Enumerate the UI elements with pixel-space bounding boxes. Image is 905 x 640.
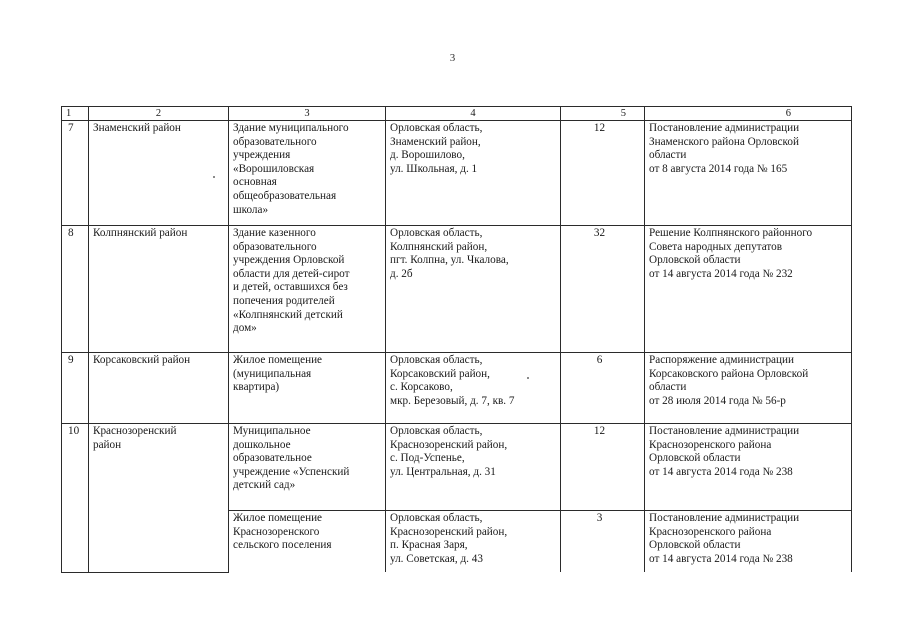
page-number: 3 xyxy=(449,52,456,64)
scan-speck xyxy=(527,377,529,379)
row-number: 10 xyxy=(62,424,89,573)
column-header: 2 xyxy=(89,107,229,121)
row-number: 7 xyxy=(62,121,89,226)
district-cell: Краснозоренский район xyxy=(89,424,229,573)
table-header-row xyxy=(62,107,852,121)
row-number: 9 xyxy=(62,353,89,424)
column-header: 5 xyxy=(561,107,645,121)
address-cell: Орловская область, Знаменский район, д. Ворошилово, ул. Школьная, д. 1 xyxy=(386,121,561,226)
object-cell: Муниципальное дошкольное образовательное учреждение «Успенский детский сад» xyxy=(229,424,386,511)
count-cell: 6 xyxy=(561,353,645,424)
column-header: 1 xyxy=(62,107,89,121)
document-cell: Распоряжение администрации Корсаковского района Орловской области от 28 июля 2014 года № 56-р xyxy=(645,353,852,424)
table-row xyxy=(62,121,852,226)
address-cell: Орловская область, Краснозоренский район, п. Красная Заря, ул. Советская, д. 43 xyxy=(386,511,561,573)
table-row xyxy=(62,353,852,424)
document-cell: Постановление администрации Краснозоренского района Орловской области от 14 августа 2014 года № 238 xyxy=(645,424,852,511)
district-cell: Знаменский район xyxy=(89,121,229,226)
property-transfer-table xyxy=(61,106,852,573)
address-cell: Орловская область, Корсаковский район, с. Корсаково, мкр. Березовый, д. 7, кв. 7 xyxy=(386,353,561,424)
column-header: 3 xyxy=(229,107,386,121)
count-cell: 12 xyxy=(561,424,645,511)
document-cell: Постановление администрации Знаменского района Орловской области от 8 августа 2014 года № 165 xyxy=(645,121,852,226)
district-cell: Колпнянский район xyxy=(89,226,229,353)
object-cell: Здание муниципального образовательного учреждения «Ворошиловская основная общеобразовательная школа» xyxy=(229,121,386,226)
row-number: 8 xyxy=(62,226,89,353)
document-cell: Решение Колпнянского районного Совета народных депутатов Орловской области от 14 августа 2014 года № 232 xyxy=(645,226,852,353)
district-cell: Корсаковский район xyxy=(89,353,229,424)
object-cell: Жилое помещение (муниципальная квартира) xyxy=(229,353,386,424)
object-cell: Жилое помещение Краснозоренского сельского поселения xyxy=(229,511,386,573)
table-row xyxy=(62,424,852,511)
count-cell: 3 xyxy=(561,511,645,573)
table-row xyxy=(62,226,852,353)
count-cell: 32 xyxy=(561,226,645,353)
address-cell: Орловская область, Краснозоренский район, с. Под-Успенье, ул. Центральная, д. 31 xyxy=(386,424,561,511)
column-header: 6 xyxy=(645,107,852,121)
scan-speck xyxy=(213,176,215,178)
object-cell: Здание казенного образовательного учреждения Орловской области для детей-сирот и детей, оставшихся без попечения родителей «Колпнянский детский дом» xyxy=(229,226,386,353)
column-header: 4 xyxy=(386,107,561,121)
document-cell: Постановление администрации Краснозоренского района Орловской области от 14 августа 2014 года № 238 xyxy=(645,511,852,573)
count-cell: 12 xyxy=(561,121,645,226)
address-cell: Орловская область, Колпнянский район, пгт. Колпна, ул. Чкалова, д. 2б xyxy=(386,226,561,353)
